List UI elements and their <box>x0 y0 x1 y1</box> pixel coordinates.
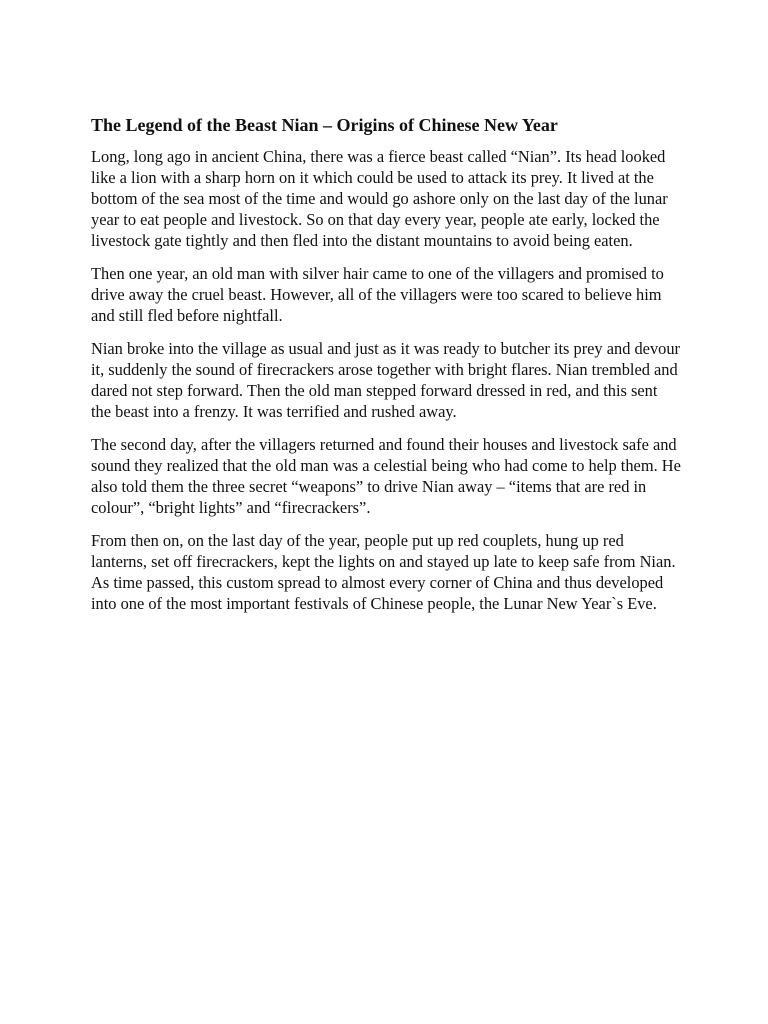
paragraph-2: Then one year, an old man with silver hair came to one of the villagers and promised to drive away the cruel beast. However, all of the villagers were too scared to believe him and still fled before nightfall. <box>91 264 664 325</box>
paragraph-1: Long, long ago in ancient China, there was a fierce beast called “Nian”. Its head looked like a lion with a sharp horn on it which could be used to attack its prey. It lived at the bottom of the sea most of the time and would go ashore only on the last day of the lunar year to eat people and livestock. So on that day every year, people ate early, locked the livestock gate tightly and then fled into the distant mountains to avoid being eaten. <box>91 147 668 250</box>
document-title: The Legend of the Beast Nian – Origins of Chinese New Year <box>91 115 558 135</box>
paragraph-5: From then on, on the last day of the year, people put up red couplets, hung up red lanterns, set off firecrackers, kept the lights on and stayed up late to keep safe from Nian. As time passed, this custom spread to almost every corner of China and thus developed into one of the most important festivals of Chinese people, the Lunar New Year`s Eve. <box>91 531 676 613</box>
document-page <box>91 112 681 626</box>
paragraph-4: The second day, after the villagers returned and found their houses and livestock safe and sound they realized that the old man was a celestial being who had come to help them. He also told them the three secret “weapons” to drive Nian away – “items that are red in colour”, “bright lights” and “firecrackers”. <box>91 435 681 517</box>
paragraph-3: Nian broke into the village as usual and just as it was ready to butcher its prey and devour it, suddenly the sound of firecrackers arose together with bright flares. Nian trembled and dared not step forward. Then the old man stepped forward dressed in red, and this sent the beast into a frenzy. It was terrified and rushed away. <box>91 339 680 421</box>
